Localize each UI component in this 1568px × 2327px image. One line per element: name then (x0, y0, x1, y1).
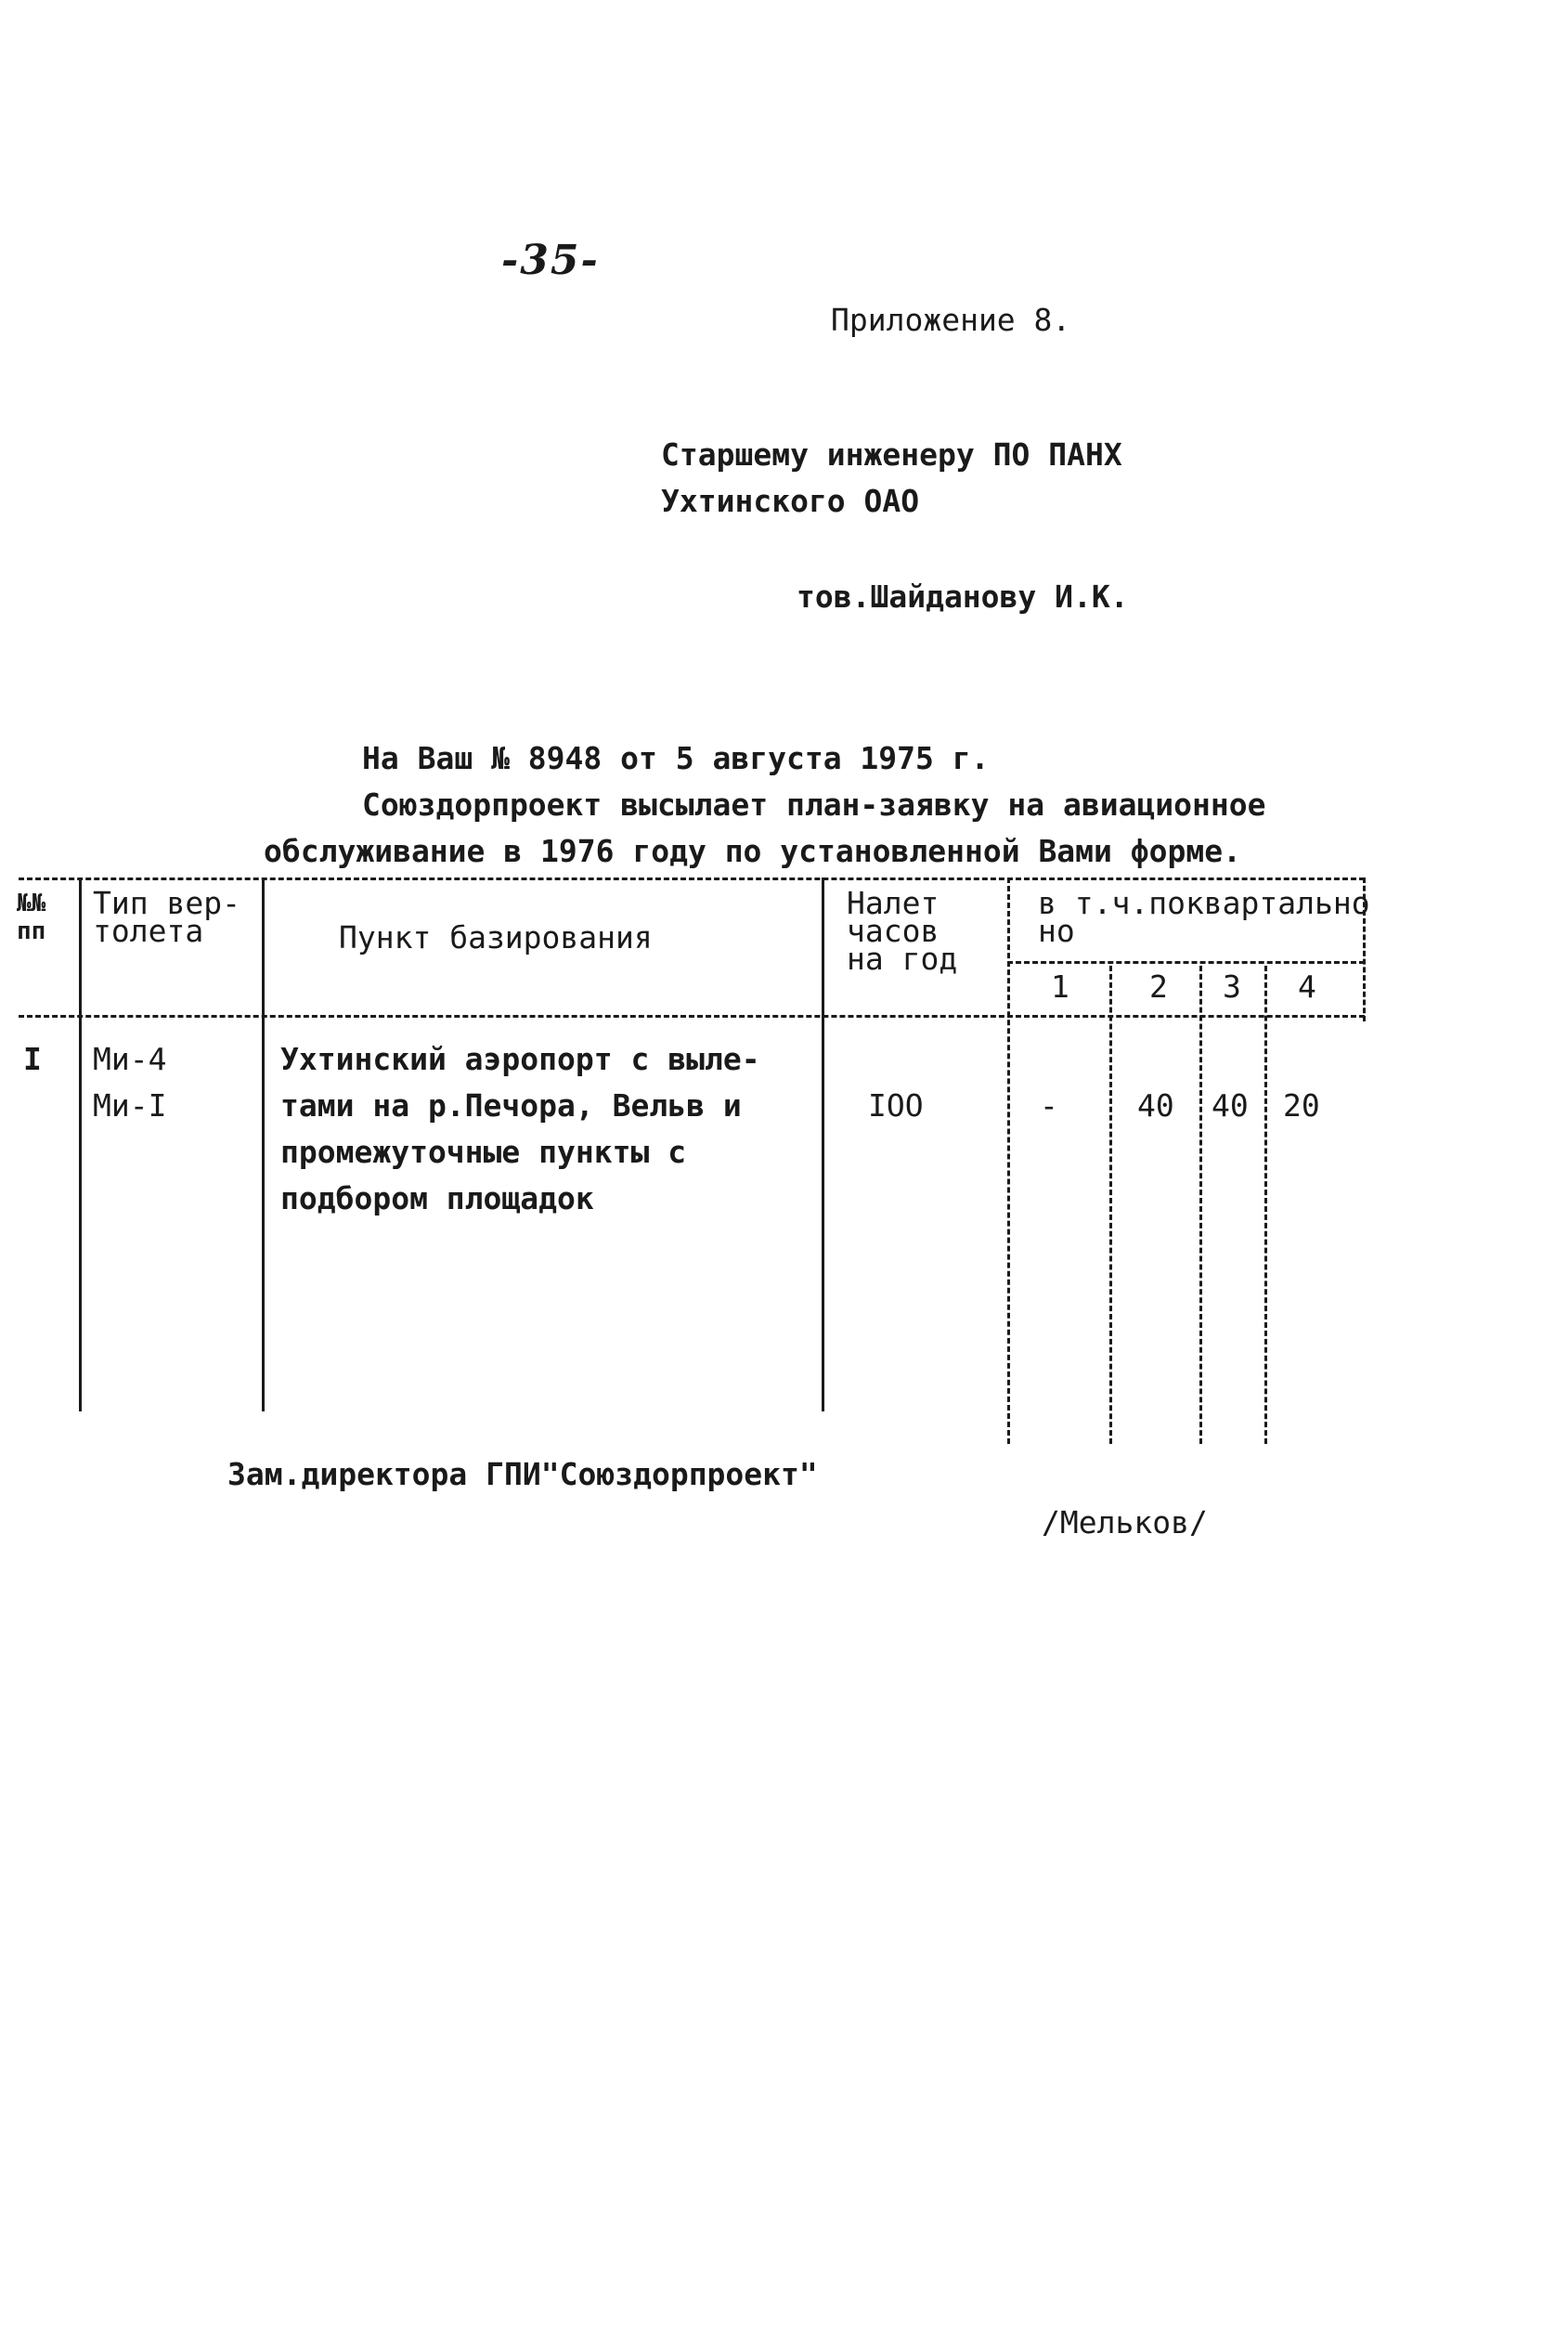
row-point-line-3: промежуточные пункты с (280, 1134, 687, 1170)
appendix-label: Приложение 8. (831, 302, 1071, 338)
body-line-1: На Ваш № 8948 от 5 августа 1975 г. (362, 740, 990, 776)
row-point-line-1: Ухтинский аэропорт с выле- (280, 1041, 760, 1077)
row-point-line-2: тами на р.Печора, Вельв и (280, 1087, 742, 1124)
header-q1: 1 (1051, 968, 1069, 1005)
header-q3: 3 (1223, 968, 1241, 1005)
addressee-line-3: тов.Шайданову И.К. (797, 578, 1129, 615)
col-divider-3 (822, 878, 824, 1411)
row-q4: 20 (1283, 1087, 1320, 1124)
header-quarterly-line-1: в т.ч.поквартально (1038, 885, 1370, 921)
header-hours-line-3: на год (847, 941, 958, 977)
header-type-line-2: толета (93, 913, 204, 949)
row-helicopter-types (93, 1036, 166, 1129)
signature-name: /Мельков/ (1042, 1504, 1208, 1540)
header-quarterly-line-2: но (1038, 913, 1075, 949)
header-num (17, 890, 45, 945)
addressee-line-2: Ухтинского ОАО (661, 483, 920, 519)
header-q4: 4 (1298, 968, 1316, 1005)
table-top-border (19, 878, 1365, 880)
row-point-line-4: подбором площадок (280, 1180, 594, 1216)
col-divider-q23 (1199, 966, 1202, 1444)
header-type-line-1: Тип вер- (93, 885, 240, 921)
header-hours-line-1: Налет (847, 885, 940, 921)
header-num-line-1: №№ (17, 890, 46, 917)
row-num: I (23, 1041, 42, 1077)
col-divider-1 (79, 878, 82, 1411)
col-divider-4 (1007, 878, 1010, 1444)
body-line-2: Союздорпроект высылает план-заявку на авиационное (362, 786, 1266, 823)
page-number: -35- (501, 237, 600, 284)
body-line-3: обслуживание в 1976 году по установленной Вами форме. (264, 833, 1241, 869)
header-helicopter-type (93, 885, 240, 949)
row-flight-hours: IOO (868, 1087, 924, 1124)
header-num-line-2: пп (17, 917, 46, 945)
col-divider-q12 (1109, 966, 1112, 1444)
row-q2: 40 (1137, 1087, 1174, 1124)
table-header-bottom-border (19, 1015, 1365, 1018)
row-q3: 40 (1212, 1087, 1249, 1124)
header-quarterly (1038, 885, 1370, 949)
row-q1: - (1040, 1087, 1058, 1124)
col-divider-q34 (1264, 966, 1267, 1444)
row-type-1: Ми-4 (93, 1041, 167, 1077)
header-base-point: Пункт базирования (339, 919, 653, 956)
col-divider-2 (262, 878, 265, 1411)
signature-title: Зам.директора ГПИ"Союздорпроект" (227, 1456, 818, 1492)
row-type-2: Ми-I (93, 1087, 167, 1124)
header-hours-line-2: часов (847, 913, 940, 949)
header-q2: 2 (1149, 968, 1168, 1005)
header-flight-hours (847, 885, 958, 977)
addressee-line-1: Старшему инженеру ПО ПАНХ (661, 436, 1122, 473)
row-base-point (280, 1036, 760, 1222)
